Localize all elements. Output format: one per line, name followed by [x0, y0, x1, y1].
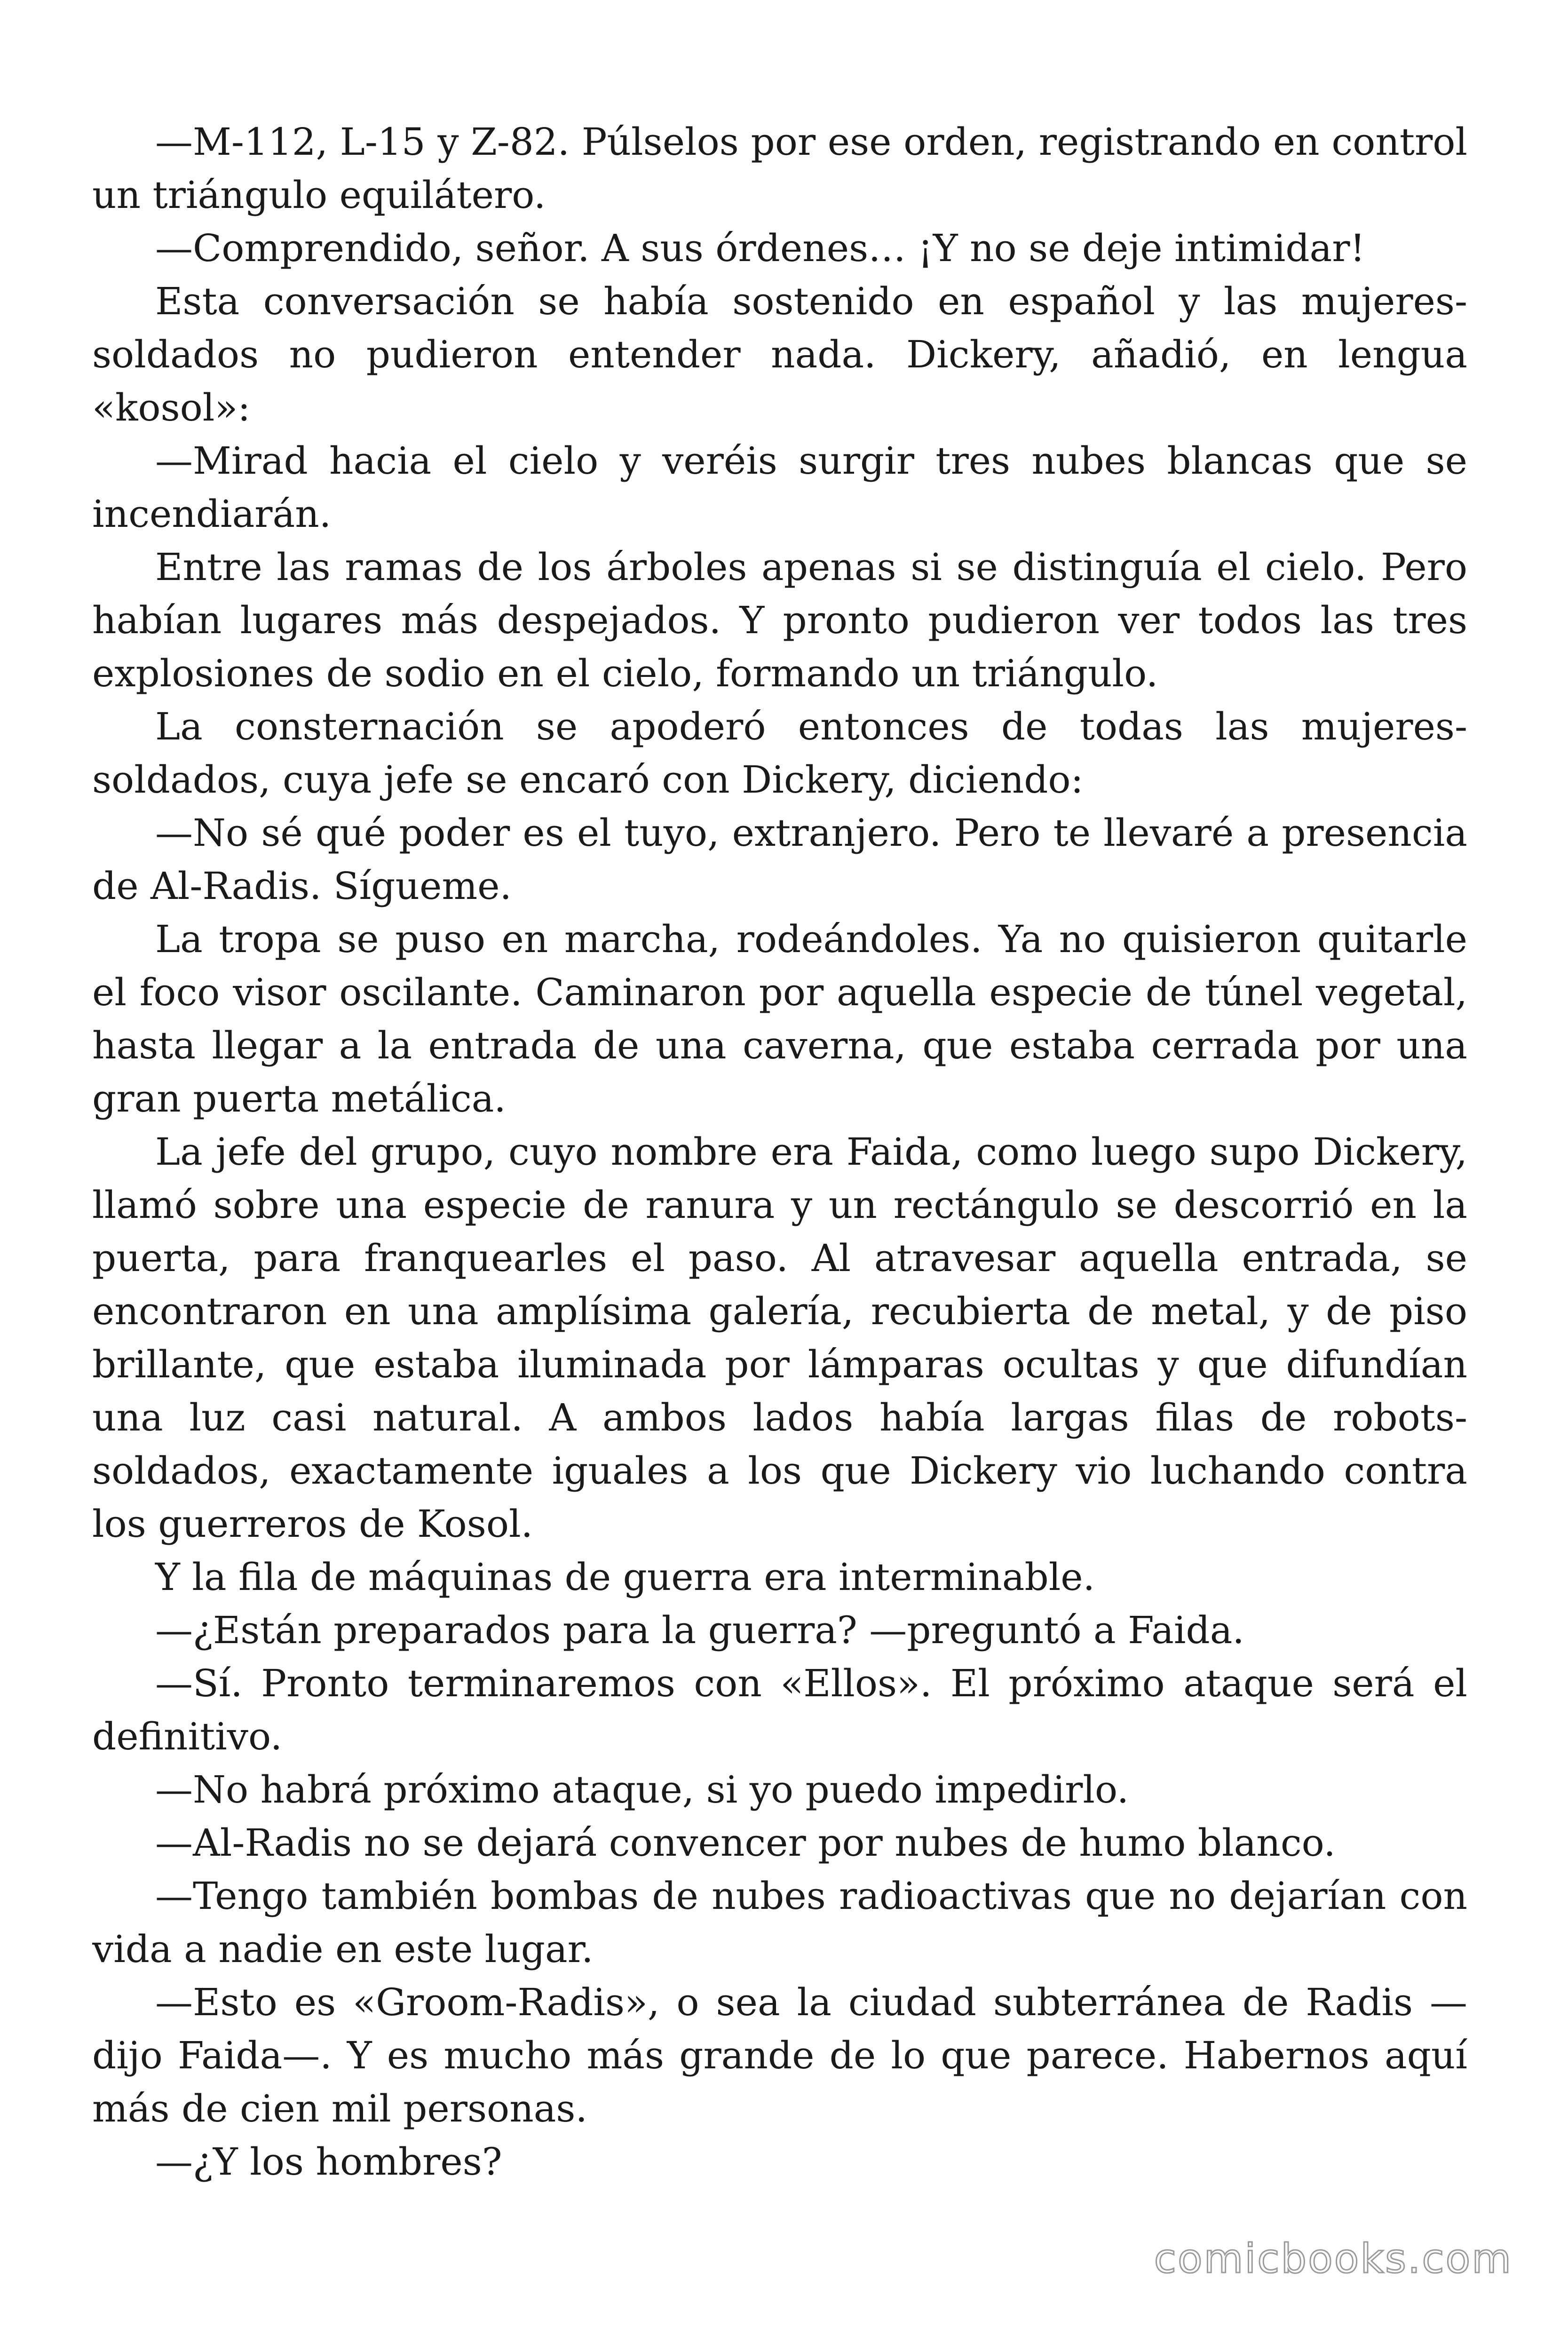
paragraph: Entre las ramas de los árboles apenas si se distinguía el cielo. Pero habían lugares más despejados. Y pronto pudieron ver todos las tres explosiones de sodio en el cielo, formando un triángulo.	[92, 545, 1467, 695]
paragraph: —Mirad hacia el cielo y veréis surgir tres nubes blancas que se incendiarán.	[92, 439, 1467, 536]
paragraph: —M-112, L-15 y Z-82. Púlselos por ese orden, registrando en control un triángulo equilátero.	[92, 120, 1467, 217]
paragraph: —No habrá próximo ataque, si yo puedo impedirlo.	[155, 1768, 1129, 1812]
watermark-text: comicbooks.com	[1154, 2235, 1513, 2282]
paragraph: —No sé qué poder es el tuyo, extranjero. Pero te llevaré a presencia de Al-Radis. Sígueme.	[92, 811, 1467, 908]
paragraph: —Al-Radis no se dejará convencer por nubes de humo blanco.	[155, 1821, 1336, 1865]
paragraph: —Comprendido, señor. A sus órdenes… ¡Y no se deje intimidar!	[155, 226, 1365, 270]
paragraph: —¿Están preparados para la guerra? —preguntó a Faida.	[155, 1608, 1244, 1652]
paragraph: La consternación se apoderó entonces de todas las mujeres-soldados, cuya jefe se encaró con Dickery, diciendo:	[92, 705, 1467, 802]
paragraph: La tropa se puso en marcha, rodeándoles. Ya no quisieron quitarle el foco visor oscilante. Caminaron por aquella especie de túnel vegetal, hasta llegar a la entrada de una caverna, que estaba cerrada por una gran puerta metálica.	[92, 917, 1467, 1120]
paragraph: —¿Y los hombres?	[155, 2140, 502, 2184]
paragraph: Y la fila de máquinas de guerra era interminable.	[155, 1555, 1095, 1599]
book-page-text	[92, 115, 1467, 2209]
paragraph: La jefe del grupo, cuyo nombre era Faida, como luego supo Dickery, llamó sobre una especie de ranura y un rectángulo se descorrió en la puerta, para franquearles el paso. Al atravesar aquella entrada, se encontraron en una amplísima galería, recubierta de metal, y de piso brillante, que estaba iluminada por lámparas ocultas y que difundían una luz casi natural. A ambos lados había largas filas de robots-soldados, exactamente iguales a los que Dickery vio luchando contra los guerreros de Kosol.	[92, 1130, 1467, 1546]
paragraph: —Sí. Pronto terminaremos con «Ellos». El próximo ataque será el definitivo.	[92, 1661, 1467, 1758]
paragraph: Esta conversación se había sostenido en español y las mujeres-soldados no pudieron entender nada. Dickery, añadió, en lengua «kosol»:	[92, 279, 1467, 429]
paragraph: —Esto es «Groom-Radis», o sea la ciudad subterránea de Radis —dijo Faida—. Y es mucho más grande de lo que parece. Habernos aquí más de cien mil personas.	[92, 1980, 1467, 2130]
paragraph: —Tengo también bombas de nubes radioactivas que no dejarían con vida a nadie en este lugar.	[92, 1874, 1467, 1971]
